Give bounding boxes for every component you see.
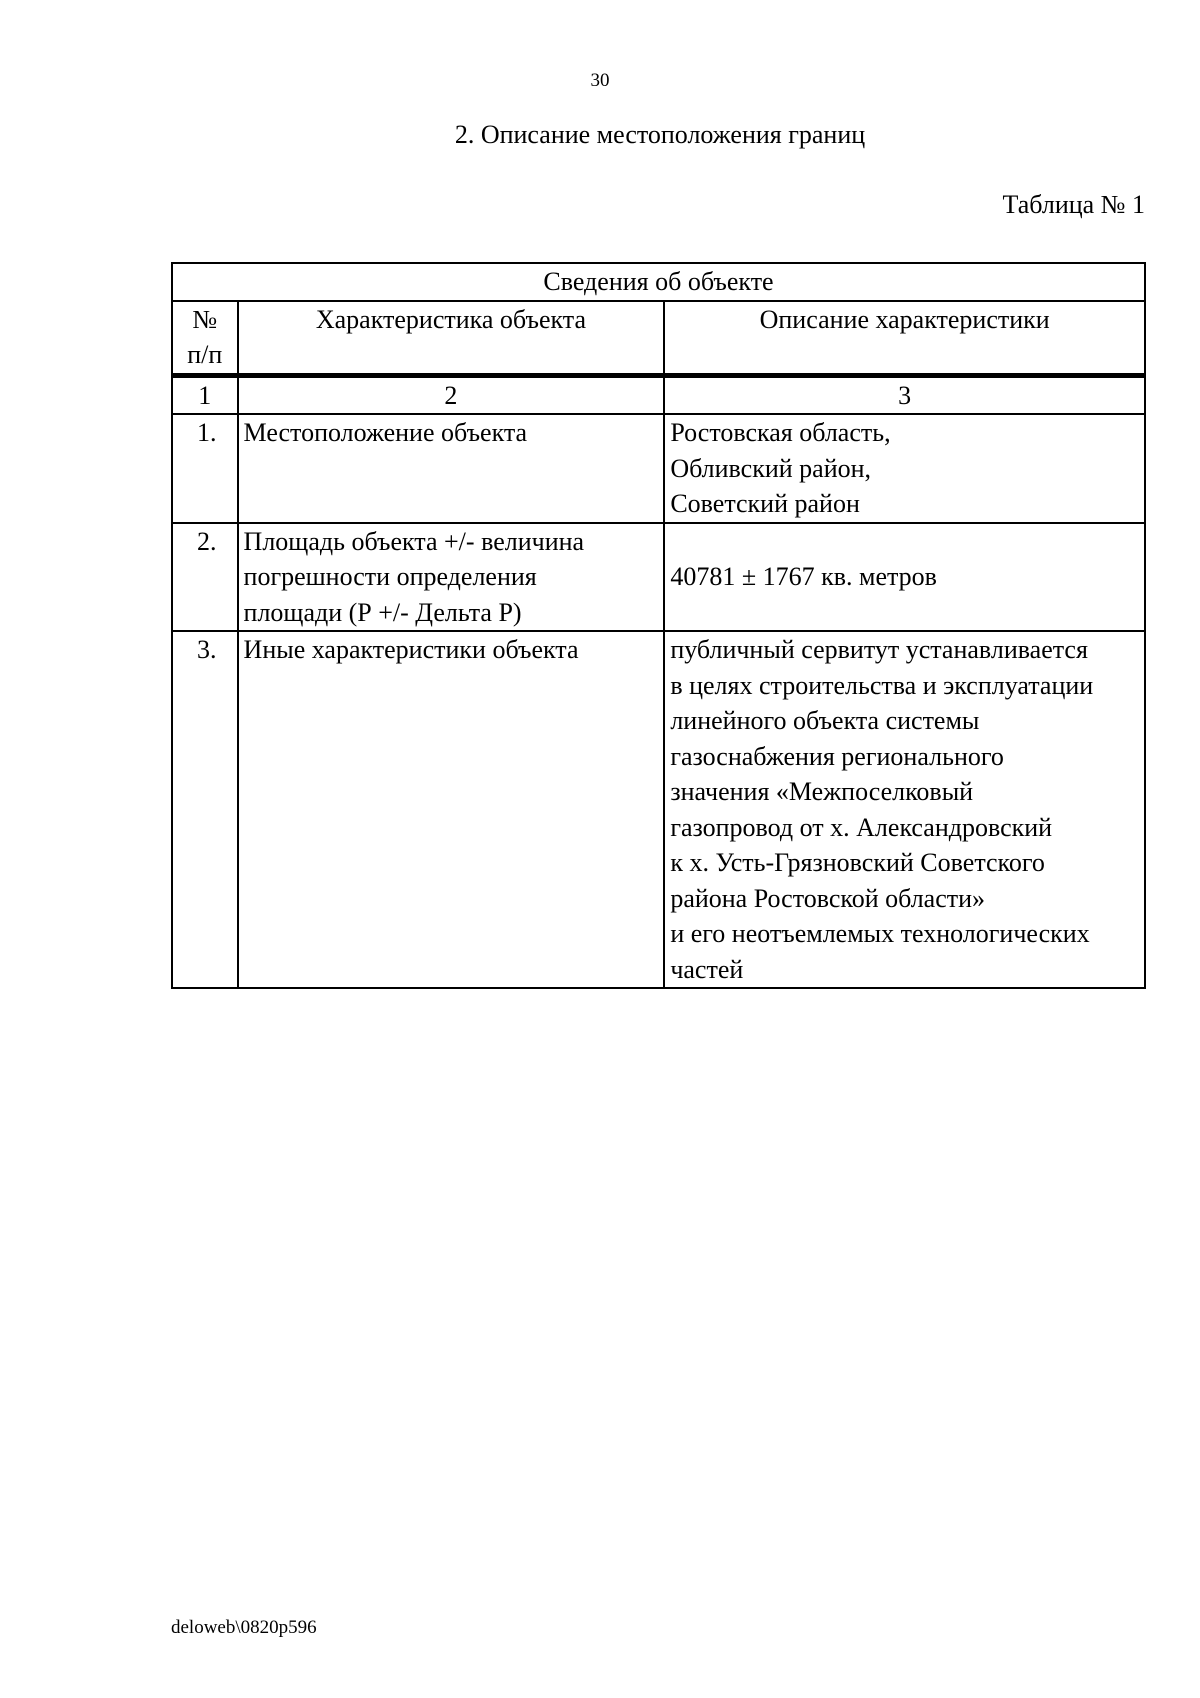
footer-document-code: deloweb\0820p596 xyxy=(171,1617,317,1638)
header-number-line1: № xyxy=(192,304,218,334)
column-index-row xyxy=(172,375,1145,414)
column-index-1: 1 xyxy=(172,375,238,414)
description-line: Советский район xyxy=(670,489,860,518)
description-line: Обливский район, xyxy=(670,453,872,483)
row-number: 2. xyxy=(172,523,238,632)
page-number: 30 xyxy=(590,70,610,91)
characteristic-line: погрешности определения xyxy=(243,562,537,591)
header-number xyxy=(172,301,238,376)
table-title-row xyxy=(172,263,1145,301)
header-description: Описание характеристики xyxy=(664,301,1145,376)
row-description xyxy=(664,523,1145,632)
table-row xyxy=(172,631,1145,988)
row-characteristic xyxy=(238,523,665,632)
characteristic-line: Площадь объекта +/- величина xyxy=(243,526,585,556)
characteristic-line: Местоположение объекта xyxy=(243,418,528,447)
description-line: к х. Усть-Грязновский Советского xyxy=(670,848,1045,877)
row-characteristic xyxy=(238,631,665,988)
description-line: публичный сервитут устанавливается xyxy=(670,635,1088,664)
description-line: Ростовская область, xyxy=(670,418,891,447)
header-characteristic: Характеристика объекта xyxy=(238,301,665,376)
description-line: и его неотъемлемых технологических xyxy=(670,919,1090,948)
header-number-line2: п/п xyxy=(187,340,223,369)
table-caption: Таблица № 1 xyxy=(1002,190,1145,219)
row-characteristic xyxy=(238,414,665,523)
description-line: газопровод от х. Александровский xyxy=(670,812,1053,842)
table-row xyxy=(172,414,1145,523)
object-info-table xyxy=(171,262,1146,989)
description-line: значения «Межпоселковый xyxy=(670,777,974,806)
description-line: частей xyxy=(670,954,744,984)
description-line: газоснабжения регионального xyxy=(670,741,1004,771)
characteristic-line: площади (Р +/- Дельта Р) xyxy=(243,597,522,627)
description-line: в целях строительства и эксплуатации xyxy=(670,670,1094,700)
section-title: 2. Описание местоположения границ xyxy=(454,120,866,149)
description-line: района Ростовской области» xyxy=(670,883,986,913)
description-line: 40781 ± 1767 кв. метров xyxy=(670,562,937,591)
description-line: линейного объекта системы xyxy=(670,706,980,735)
table-title: Сведения об объекте xyxy=(172,263,1145,301)
row-description xyxy=(664,631,1145,988)
row-description xyxy=(664,414,1145,523)
table-row xyxy=(172,523,1145,632)
row-number: 1. xyxy=(172,414,238,523)
column-index-2: 2 xyxy=(238,375,665,414)
row-number: 3. xyxy=(172,631,238,988)
characteristic-line: Иные характеристики объекта xyxy=(243,635,579,664)
column-index-3: 3 xyxy=(664,375,1145,414)
table-header-row xyxy=(172,301,1145,376)
